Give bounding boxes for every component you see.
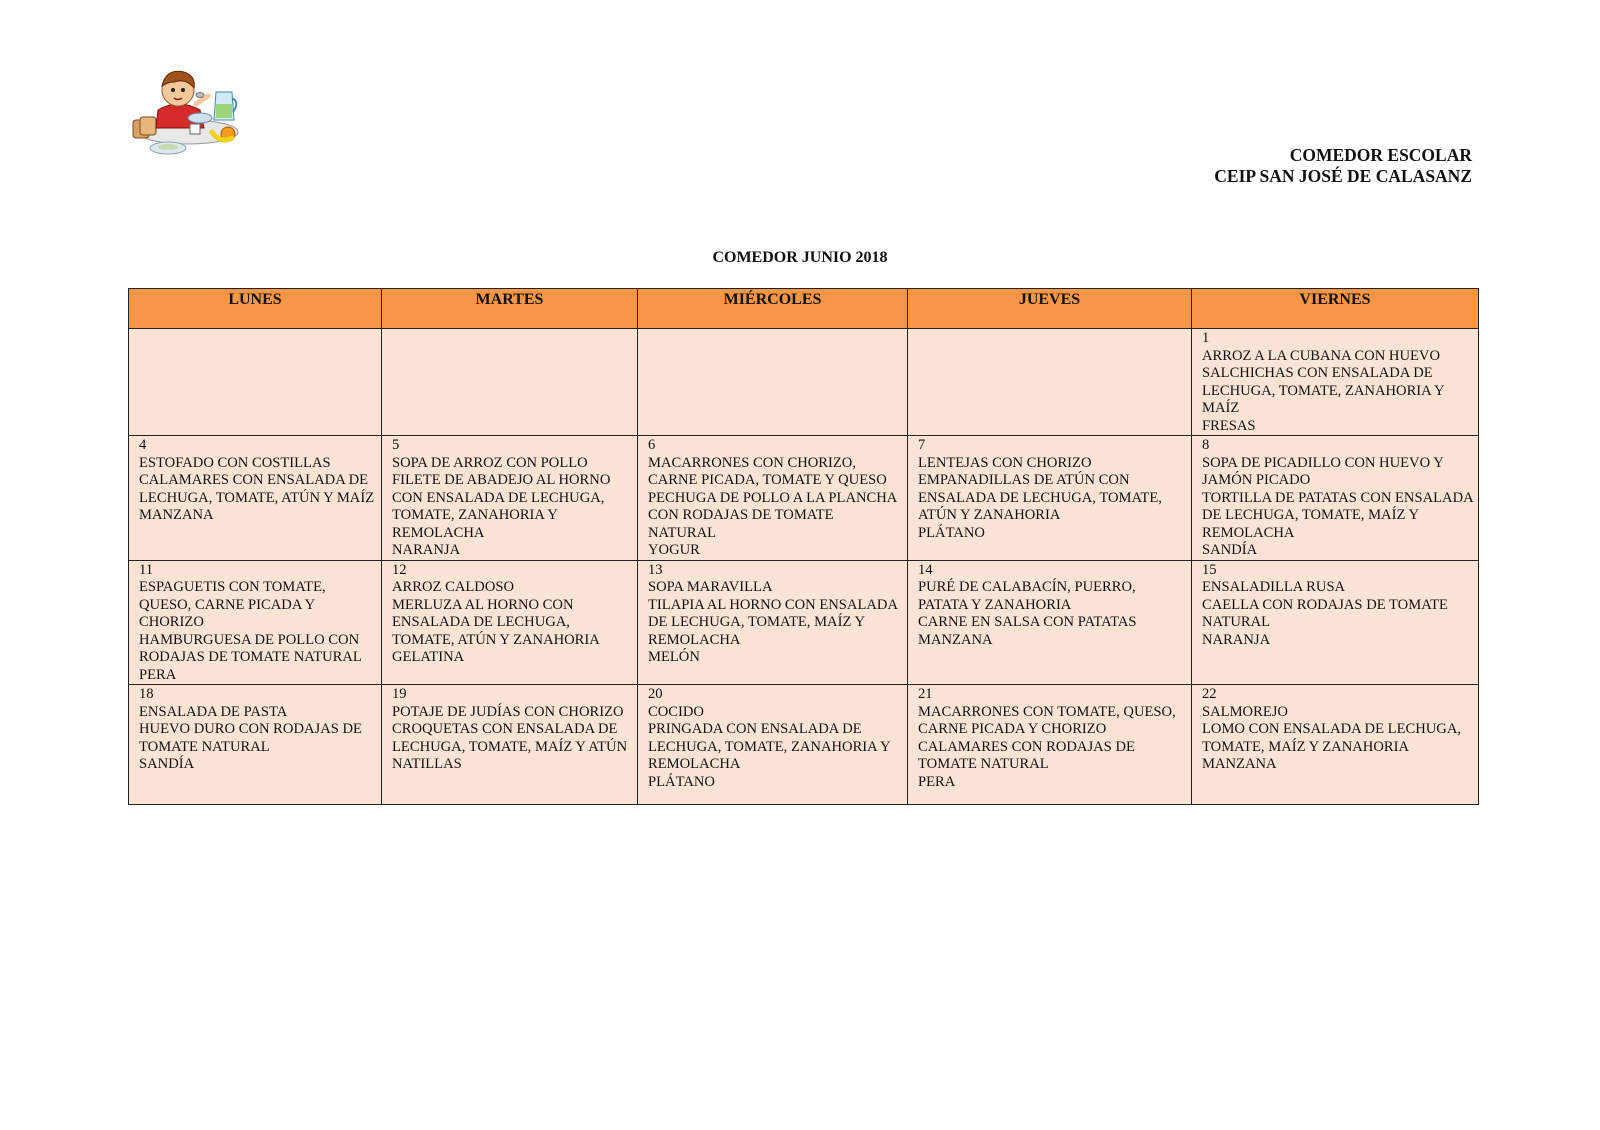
- menu-day-cell: [129, 329, 382, 436]
- menu-day-cell: [129, 685, 382, 805]
- child-eating-icon: [128, 62, 250, 162]
- day-number: 1: [1202, 330, 1210, 346]
- menu-week-row: [129, 685, 1479, 805]
- day-number: 6: [648, 437, 656, 453]
- day-number: 19: [392, 686, 407, 702]
- day-menu-text: ARROZ A LA CUBANA CON HUEVO SALCHICHAS CON ENSALADA DE LECHUGA, TOMATE, ZANAHORIA Y MAÍZ FRESAS: [1202, 347, 1445, 434]
- menu-day-cell: [382, 685, 638, 805]
- day-number: 15: [1202, 561, 1217, 578]
- menu-table: [128, 288, 1479, 805]
- day-number: 14: [918, 561, 933, 578]
- menu-day-cell: [382, 560, 638, 685]
- day-number: 7: [918, 437, 926, 453]
- menu-day-cell: [382, 329, 638, 436]
- day-menu-text: POTAJE DE JUDÍAS CON CHORIZO CROQUETAS CON ENSALADA DE LECHUGA, TOMATE, MAÍZ Y ATÚN NATILLAS: [392, 703, 628, 772]
- day-menu-text: ENSALADILLA RUSA CAELLA CON RODAJAS DE TOMATE NATURAL NARANJA: [1202, 579, 1448, 648]
- menu-day-cell: [1192, 329, 1479, 436]
- menu-day-cell: [382, 436, 638, 561]
- day-number: 20: [648, 686, 663, 702]
- menu-day-cell: [908, 560, 1192, 685]
- day-number: 4: [139, 437, 147, 453]
- day-menu-text: ESPAGUETIS CON TOMATE, QUESO, CARNE PICADA Y CHORIZO HAMBURGUESA DE POLLO CON RODAJAS DE TOMATE NATURAL PERA: [139, 579, 362, 683]
- day-header-martes: MARTES: [382, 289, 638, 329]
- day-header-lunes: LUNES: [129, 289, 382, 329]
- day-menu-text: ESTOFADO CON COSTILLAS CALAMARES CON ENSALADA DE LECHUGA, TOMATE, ATÚN Y MAÍZ MANZANA: [139, 454, 375, 523]
- day-number: 21: [918, 686, 933, 702]
- menu-header-row: [129, 289, 1479, 329]
- menu-day-cell: [129, 560, 382, 685]
- day-number: 8: [1202, 437, 1210, 453]
- day-number: 11: [139, 561, 154, 578]
- day-menu-text: MACARRONES CON CHORIZO, CARNE PICADA, TOMATE Y QUESO PECHUGA DE POLLO A LA PLANCHA CON RODAJAS DE TOMATE NATURAL YOGUR: [648, 454, 897, 558]
- menu-day-cell: [638, 436, 908, 561]
- day-menu-text: LENTEJAS CON CHORIZO EMPANADILLAS DE ATÚN CON ENSALADA DE LECHUGA, TOMATE, ATÚN Y ZANAHORIA PLÁTANO: [918, 454, 1162, 541]
- day-number: 22: [1202, 686, 1217, 702]
- day-menu-text: ARROZ CALDOSO MERLUZA AL HORNO CON ENSALADA DE LECHUGA, TOMATE, ATÚN Y ZANAHORIA GELATINA: [392, 579, 600, 665]
- menu-day-cell: [129, 436, 382, 561]
- menu-week-row: [129, 436, 1479, 561]
- menu-week-row: [129, 560, 1479, 685]
- day-number: 18: [139, 686, 154, 702]
- day-menu-text: ENSALADA DE PASTA HUEVO DURO CON RODAJAS DE TOMATE NATURAL SANDÍA: [139, 703, 362, 772]
- menu-day-cell: [638, 329, 908, 436]
- menu-day-cell: [1192, 685, 1479, 805]
- menu-day-cell: [638, 560, 908, 685]
- day-number: 12: [392, 561, 407, 578]
- school-header: [1214, 145, 1472, 187]
- day-header-viernes: VIERNES: [1192, 289, 1479, 329]
- menu-day-cell: [908, 685, 1192, 805]
- day-menu-text: SALMOREJO LOMO CON ENSALADA DE LECHUGA, TOMATE, MAÍZ Y ZANAHORIA MANZANA: [1202, 703, 1462, 772]
- day-menu-text: PURÉ DE CALABACÍN, PUERRO, PATATA Y ZANAHORIA CARNE EN SALSA CON PATATAS MANZANA: [918, 579, 1137, 648]
- day-menu-text: SOPA DE ARROZ CON POLLO FILETE DE ABADEJO AL HORNO CON ENSALADA DE LECHUGA, TOMATE, ZANAHORIA Y REMOLACHA NARANJA: [392, 454, 611, 558]
- menu-day-cell: [1192, 436, 1479, 561]
- menu-day-cell: [638, 685, 908, 805]
- menu-day-cell: [908, 436, 1192, 561]
- menu-title: COMEDOR JUNIO 2018: [712, 249, 888, 266]
- day-number: 13: [648, 561, 663, 578]
- day-header-jueves: JUEVES: [908, 289, 1192, 329]
- header-line-2: CEIP SAN JOSÉ DE CALASANZ: [1214, 166, 1472, 186]
- day-number: 5: [392, 437, 400, 453]
- day-header-miercoles: MIÉRCOLES: [638, 289, 908, 329]
- header-line-1: COMEDOR ESCOLAR: [1289, 145, 1472, 165]
- menu-day-cell: [1192, 560, 1479, 685]
- day-menu-text: SOPA DE PICADILLO CON HUEVO Y JAMÓN PICADO TORTILLA DE PATATAS CON ENSALADA DE LECHUGA, TOMATE, MAÍZ Y REMOLACHA SANDÍA: [1202, 454, 1473, 558]
- day-menu-text: SOPA MARAVILLA TILAPIA AL HORNO CON ENSALADA DE LECHUGA, TOMATE, MAÍZ Y REMOLACHA MELÓN: [648, 579, 898, 665]
- menu-day-cell: [908, 329, 1192, 436]
- day-menu-text: MACARRONES CON TOMATE, QUESO, CARNE PICADA Y CHORIZO CALAMARES CON RODAJAS DE TOMATE NATURAL PERA: [918, 703, 1176, 790]
- day-menu-text: COCIDO PRINGADA CON ENSALADA DE LECHUGA, TOMATE, ZANAHORIA Y REMOLACHA PLÁTANO: [648, 703, 891, 790]
- menu-week-row: [129, 329, 1479, 436]
